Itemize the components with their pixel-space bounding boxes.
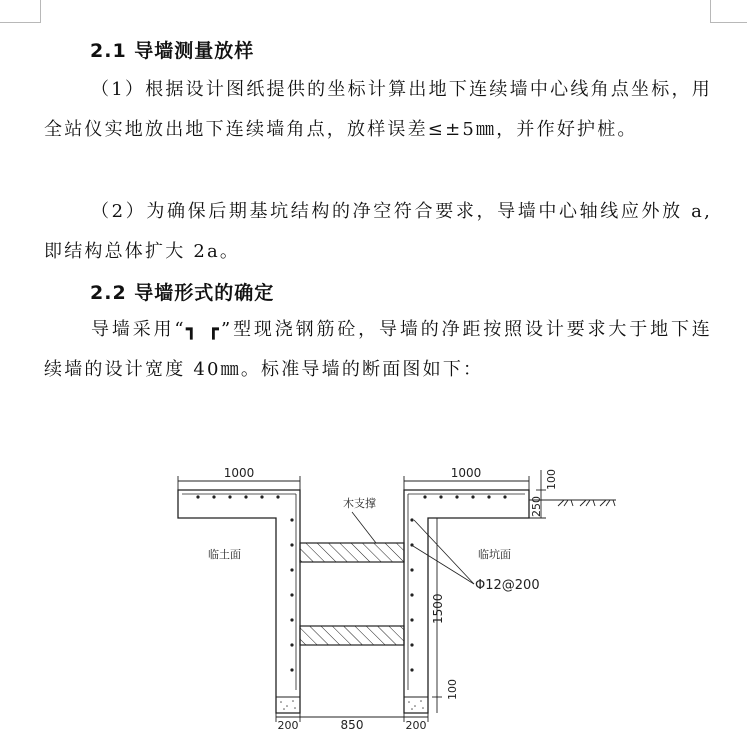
right-wall-bottom-pad bbox=[404, 697, 428, 713]
dim-label-1500: 1500 bbox=[431, 593, 445, 624]
dim-label-right-250: 250 bbox=[530, 496, 543, 517]
left-wall-bottom-pad bbox=[276, 697, 300, 713]
section-heading-2-1: 2.1 导墙测量放样 bbox=[90, 40, 255, 62]
label-wood-brace: 木支撑 bbox=[343, 497, 376, 510]
page-corner-mark-left bbox=[0, 0, 41, 23]
ground-hatch-marks bbox=[558, 500, 615, 506]
leader-wood-brace bbox=[352, 512, 376, 543]
section-heading-2-2: 2.2 导墙形式的确定 bbox=[90, 282, 275, 304]
dim-label-top-right: 1000 bbox=[450, 466, 482, 480]
page-corner-mark-right bbox=[710, 0, 747, 23]
right-guide-wall-outline bbox=[404, 490, 529, 713]
paragraph-2: （2）为确保后期基坑结构的净空符合要求，导墙中心轴线应外放 a,即结构总体扩大 2a。 bbox=[44, 201, 712, 262]
paragraph-3-suffix: ”型现浇钢筋砼，导墙的净距按照设计要求大于地下连续墙的设计宽度 40㎜。标准导墙的断面图如下： bbox=[44, 319, 713, 380]
paragraph-1: （1）根据设计图纸提供的坐标计算出地下连续墙中心线角点坐标，用全站仪实地放出地下连续墙角点，放样误差≤±5㎜，并作好护桩。 bbox=[44, 79, 712, 140]
dim-label-bottom-100: 100 bbox=[446, 679, 459, 700]
dim-label-top-left: 1000 bbox=[223, 466, 255, 480]
bracket-shape-symbol: ┓ ┏ bbox=[185, 319, 222, 340]
left-guide-wall-outline bbox=[178, 490, 300, 713]
label-rebar-spec: Φ12@200 bbox=[475, 578, 540, 593]
paragraph-3 bbox=[44, 310, 712, 390]
dim-label-right-100: 100 bbox=[545, 469, 558, 490]
wood-brace-upper bbox=[300, 543, 404, 562]
paragraph-3-prefix: 导墙采用“ bbox=[91, 319, 186, 340]
dim-label-bottom-right: 200 bbox=[405, 719, 427, 732]
left-pad-fill-dots bbox=[280, 700, 296, 710]
guide-wall-section-diagram bbox=[0, 455, 747, 735]
left-wall-rebar-dots bbox=[196, 495, 293, 671]
dim-label-bottom-mid: 850 bbox=[340, 718, 364, 732]
dim-label-bottom-left: 200 bbox=[277, 719, 299, 732]
label-soil-side: 临土面 bbox=[208, 548, 241, 561]
wood-brace-lower bbox=[300, 626, 404, 645]
right-pad-fill-dots bbox=[408, 700, 424, 710]
label-pit-side: 临坑面 bbox=[478, 548, 511, 561]
